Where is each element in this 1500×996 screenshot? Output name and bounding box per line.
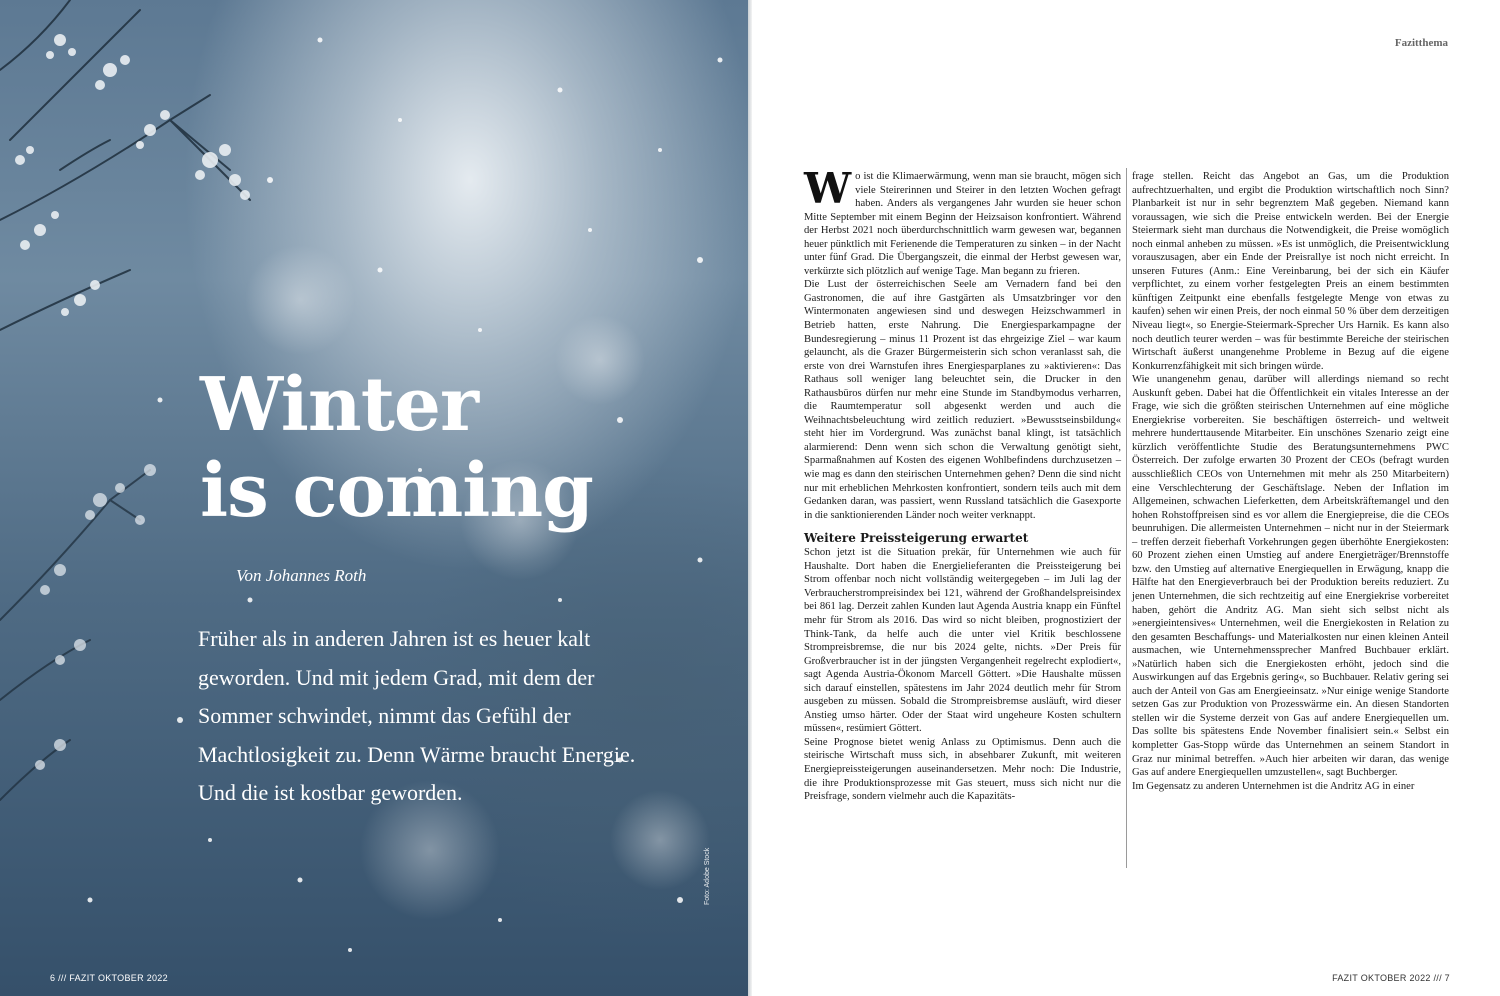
section-label: Fazitthema [1394, 37, 1448, 49]
paragraph: Wie unangenehm genau, darüber will allerdings niemand so recht Auskunft geben. Dabei hat die Öffentlichkeit ein vitales Interesse an der Frage, wie sich die größten steirischen Unternehmen auf eine mögliche Energiekrise vorbereiten. Sie beschäftigen österreich- und weltweit mehrere hunderttausende Mitarbeiter. Ein unschönes Szenario zeigt eine kürzlich veröffentlichte Studie des Beratungsunternehmens PWC Österreich. Der zufolge erwarten 30 Prozent der CEOs (befragt wurden ausschließlich CEOs von Unternehmen mit mehr als 250 Mitarbeitern) eine Verschlechterung der Geschäftslage. Neben der Inflation im Allgemeinen, schwachen Lieferketten, dem Arbeitskräftemangel und den hohen Rohstoffpreisen sind es vor allem die Energiepreise, die die CEOs beunruhigen. Die allermeisten Unternehmen – nicht nur in der Steiermark – treffen derzeit fieberhaft Vorkehrungen gegen überhöhte Energiekosten: 60 Prozent ziehen einen Umstieg auf andere Energieträger/Brennstoffe bzw. den Umstieg auf alternative Energiequellen in Erwägung, knapp die Hälfte hat den Energieverbrauch bei der Produktion bereits reduziert. Zu jenen Unternehmen, die sich rechtzeitig auf eine Energiekrise vorbereitet haben, gehört die Andritz AG. Man sieht sich selbst nicht als »energieintensives« Unternehmen, weil die Energiekosten in Relation zu den gesamten Beschaffungs- und Materialkosten nur einen kleinen Anteil ausmachen, wie Unternehmenssprecher Manfred Buchbauer erklärt. »Natürlich haben sich die Energiekosten erhöht, jedoch sind die Auswirkungen auf das Ergebnis gering«, so Buchbauer. Relativ gering sei auch der Anteil von Gas am Energieeinsatz. »Nur einige wenige Standorte setzen Gas zur Produktion von Prozesswärme ein. An diesen Standorten stellen wir die Systeme derzeit von Gas auf andere Energiequellen um. Das sollte bis spätestens Ende November finalisiert sein.« Selbst ein kompletter Gas-Stopp würde das Unternehmen an seinem Standort in Graz nur minimal betreffen. »Auch hier arbeiten wir daran, das wenige Gas auf andere Energiequellen umzustellen«, sagt Buchberger. [1132, 374, 1449, 779]
paragraph: Im Gegensatz zu anderen Unternehmen ist die Andritz AG in einer [1132, 780, 1415, 792]
paragraph: Schon jetzt ist die Situation prekär, für Unternehmen wie auch für Haushalte. Dort haben die Energielieferanten die Preissteigerung bei Strom offenbar noch nicht vollständig weitergegeben – im Juli lag der Verbraucherstrompreisindex bei 121, während der Großhandelspreisindex bei 861 lag. Derzeit zahlen Kunden laut Agenda Austria knapp ein Fünftel mehr für Strom als 2016. Das wird so nicht bleiben, prognostiziert der Think-Tank, da helfe auch die unter viel Kritik beschlossene Strompreisbremse, die nur bis 2024 gelte, nichts. »Der Preis für Großverbraucher ist in der jüngsten Vergangenheit regelrecht explodiert«, sagt Agenda Austria-Ökonom Marcell Göttert. »Die Haushalte müssen sich darauf einstellen, spätestens im Jahr 2024 deutlich mehr für Strom ausgeben zu müssen. Sobald die Strompreisbremse ausläuft, wird dieser Anstieg umso härter. Oder der Staat wird ungeheure Kosten schultern müssen«, resümiert Göttert. [804, 547, 1121, 735]
photo-credit: Foto: Adobe Stock [704, 847, 711, 905]
left-page [0, 0, 748, 996]
paragraph: frage stellen. Reicht das Angebot an Gas, um die Produktion aufrechtzuerhalten, und ergibt die Produktion wirtschaftlich noch Sinn? Planbarkeit ist nur in sehr begrenztem Maß gegeben. Niemand kann voraussagen, wie sich die Preise entwickeln werden. Bei der Energie Steiermark sieht man durchaus die Notwendigkeit, die Preise womöglich noch einmal anheben zu müssen. »Es ist unmöglich, die Preisentwicklung vorauszusagen, aber ein Ende der Preisrallye ist noch nicht erreicht. In unseren Futures (Anm.: Eine Vereinbarung, bei der sich ein Käufer verpflichtet, zu einem vorher festgelegten Preis an einem bestimmten künftigen Zeitpunkt eine ebenfalls festgelegte Menge von etwas zu kaufen) sehen wir einen Preis, der noch einmal 50 % über dem derzeitigen Niveau liegt«, so Energie-Steiermark-Sprecher Urs Harnik. Es kann also noch deutlich teurer werden – was für bestimmte Bereiche der steirischen Wirtschaft äußerst unangenehme Probleme in Bezug auf die eigene Konkurrenzfähigkeit mit sich bringen würde. [1132, 171, 1449, 372]
column-rule [1126, 168, 1127, 868]
paragraph [804, 164, 1121, 278]
lead-paragraph: Früher als in anderen Jahren ist es heuer kalt geworden. Und mit jedem Grad, mit dem der Sommer schwindet, nimmt das Gefühl der Machtlosigkeit zu. Denn Wärme braucht Energie. Und die ist kostbar geworden. [198, 626, 636, 805]
subheading: Weitere Preissteigerung erwartet [804, 531, 1029, 546]
paragraph-text: o ist die Klimaerwärmung, wenn man sie braucht, mögen sich viele Steirerinnen und Steirer in den letzten Wochen gefragt haben. Anders als vergangenes Jahr wurden sie heuer schon Mitte September mit einem Beginn der Heizsaison konfrontiert. Während der Herbst 2021 noch überdurchschnittlich warm gewesen war, begannen heuer pünktlich mit Ferienende die Temperaturen zu sinken – in der Nacht unter fünf Grad. Die Übergangszeit, die einmal der Herbst gewesen war, verkürzte sich plötzlich auf wenige Tage. Man begann zu frieren. [804, 171, 1121, 277]
byline: Von Johannes Roth [236, 566, 367, 585]
article-column-2 [1132, 170, 1449, 793]
right-folio: FAZIT OKTOBER 2022 /// 7 [1332, 973, 1450, 983]
article-column-1 [804, 164, 1121, 804]
paragraph: Seine Prognose bietet wenig Anlass zu Optimismus. Denn auch die steirische Wirtschaft muss sich, in absehbarer Zukunft, mit weiteren Energiepreissteigerungen auseinandersetzen. Mehr noch: Die Industrie, die ihre Produktionsprozesse mit Gas steuert, muss sich nicht nur die Preisfrage, sondern vielmehr auch die Kapazitäts- [804, 736, 1121, 803]
headline-line-1: Winter [200, 362, 478, 448]
headline [200, 362, 593, 534]
drop-cap: W [804, 164, 852, 213]
paragraph: Die Lust der österreichischen Seele am Vernadern fand bei den Gastronomen, die auf ihre Gastgärten als Umsatzbringer vor den Wintermonaten angewiesen sind und deswegen Heizschwammerl in Betrieb hatten, erste Nahrung. Die Energiesparkampagne der Bundesregierung – minus 11 Prozent ist das ehrgeizige Ziel – war kaum gelauncht, als die Grazer Bürgermeisterin sich schon veranlasst sah, die erste von drei Warnstufen ihres Energiesparplanes zu »aktivieren«: Das Rathaus soll weniger lang beleuchtet sein, die Drucker in den Rathausbüros dürfen nur mehr eine Stunde im Standbymodus verharren, die Raumtemperatur soll abgesenkt werden und auch die Weihnachtsbeleuchtung wird zeitlich reduziert. »Bewusstseinsbildung« steht hier im Vordergrund. Was zunächst banal klingt, ist tatsächlich alarmierend: Denn wenn sich schon die Verwaltung genötigt sieht, Sparmaßnahmen auf Kosten des eigenen Wohlbefindens durchzusetzen – wie mag es dann den steirischen Unternehmen gehen? Denn die sind nicht nur mit erheblichen Mehrkosten konfrontiert, sondern teils auch mit dem Gedanken daran, was passiert, wenn Russland tatsächlich die Gasexporte in die sanktionierenden Länder noch weiter verknappt. [804, 279, 1121, 521]
headline-line-2: is coming [200, 448, 593, 534]
left-folio: 6 /// FAZIT OKTOBER 2022 [50, 973, 168, 983]
